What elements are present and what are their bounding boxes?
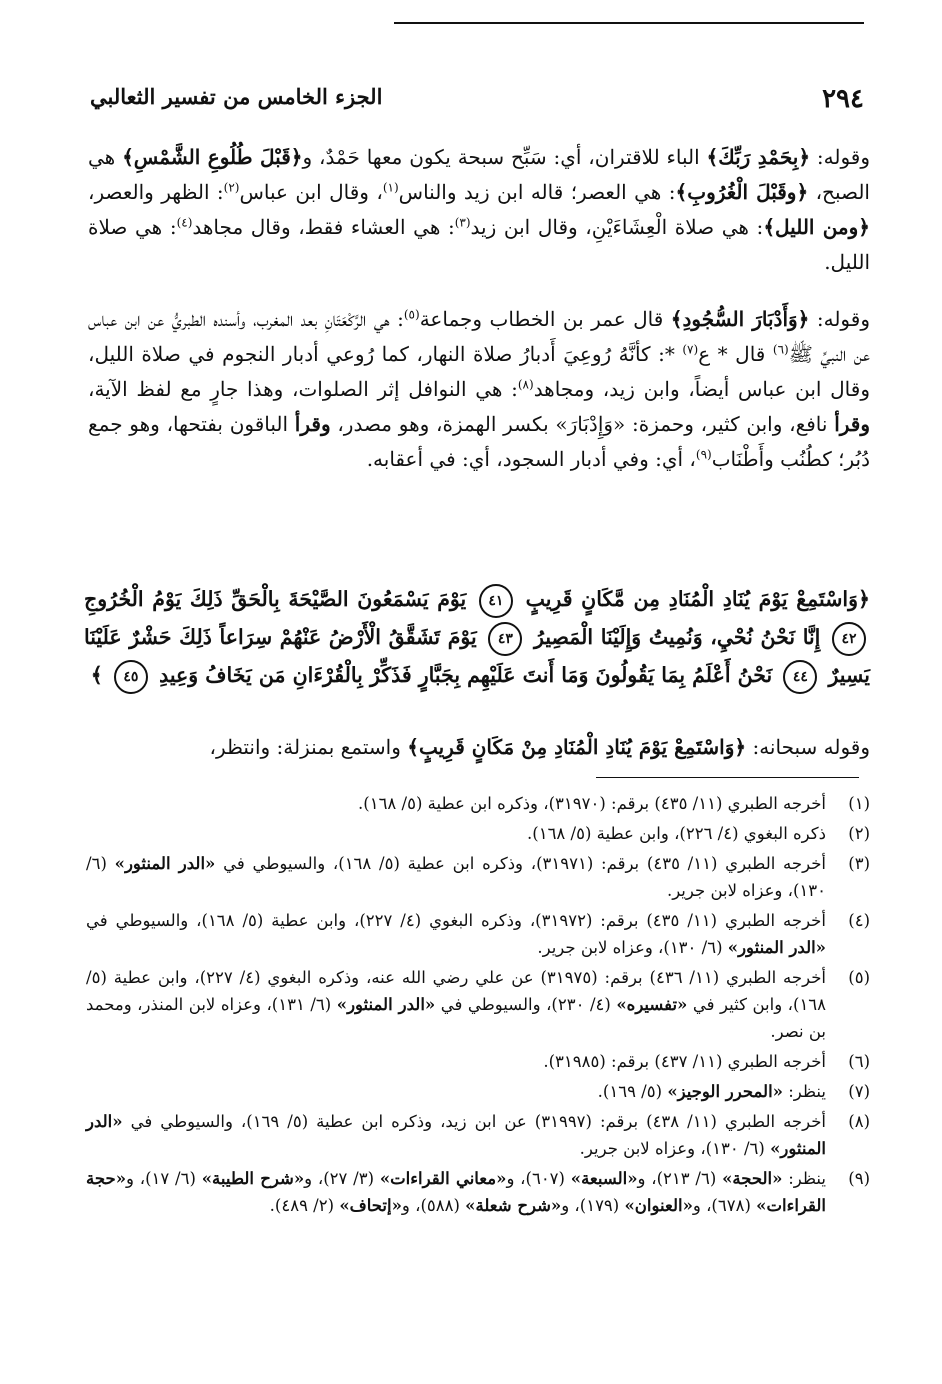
running-title: الجزء الخامس من تفسير الثعالبي xyxy=(90,84,383,109)
footnote xyxy=(86,820,870,847)
footnote-number: (٨) xyxy=(848,1112,870,1131)
text-run: وقوله: xyxy=(809,307,870,331)
commentary-text xyxy=(88,140,870,477)
footnote-number: (٢) xyxy=(848,824,870,843)
footnote-number: (٩) xyxy=(848,1169,870,1188)
bold-term: «حجة القراءات» xyxy=(86,1169,826,1215)
footnote-ref: (٨) xyxy=(517,377,534,392)
text-run: : هي النوافل إثر الصلوات، وهذا جارٍ مع لفظ الآية، xyxy=(88,377,518,401)
bold-term: «المحرر الوجيز» xyxy=(667,1082,783,1101)
bold-term: «السبعة» xyxy=(570,1169,638,1188)
footnote-separator xyxy=(596,777,859,778)
bold-term: «معاني القراءات» xyxy=(379,1169,507,1188)
verse-text: إِنَّا نَحْنُ نُحْيِ، وَنُمِيتُ وَإِلَيْنَا الْمَصِيرُ xyxy=(534,625,821,649)
text-run: (٥/ ١٦٩). xyxy=(597,1082,668,1101)
footnote-ref: (٥) xyxy=(403,307,420,322)
text-run: وقوله: xyxy=(810,145,870,169)
text-run: (٦٠٧)، و xyxy=(506,1169,571,1188)
footnote-ref: (٩) xyxy=(695,447,712,462)
quran-quote: ﴿وقَبْلَ الْغُرُوبِ﴾ xyxy=(675,180,809,204)
text-run: : هي العشاء فقط، وقال مجاهد xyxy=(192,215,455,239)
quran-quote: ﴿بِحَمْدِ رَبِّكَ﴾ xyxy=(706,145,811,169)
text-run: : الظهر والعصر، xyxy=(88,180,224,204)
footnote-text xyxy=(86,1165,826,1219)
text-run: أخرجه الطبري (١١/ ٤٣٥) برقم: (٣١٩٧١)، وذكره ابن عطية (٥/ ١٦٨)، والسيوطي في xyxy=(215,854,826,873)
paragraph xyxy=(88,302,870,477)
footnote-ref: (٢) xyxy=(223,180,240,195)
verse-text: نَحْنُ أَعْلَمُ بِمَا يَقُولُونَ وَمَا أَنتَ عَلَيْهِم بِجَبَّارٍ فَذَكِّرْ بِالْقُرْءَانِ مَن يَخَافُ وَعِيدِ xyxy=(159,663,773,687)
text-run: أخرجه الطبري (١١/ ٤٣٨) برقم: (٣١٩٩٧) عن ابن زيد، وذكره ابن عطية (٥/ ١٦٩)، والسيوطي في xyxy=(122,1112,827,1131)
footnote-text xyxy=(86,790,826,817)
text-run: ، وقال ابن عباس xyxy=(239,180,383,204)
verse-number-marker: ٤٤ xyxy=(783,660,817,694)
verse-number-marker: ٤١ xyxy=(479,584,513,618)
text-run: : هي صلاة الْعِشَاءَيْنِ، وقال ابن زيد xyxy=(470,215,764,239)
verse-text: يَوْمَ تَشَقَّقُ الْأَرْضُ عَنْهُمْ سِرَاعاً ذَلِكَ حَشْرٌ عَلَيْنَا يَسِيرٌ xyxy=(84,625,870,687)
text-run: أخرجه الطبري (١١/ ٤٣٧) برقم: (٣١٩٨٥). xyxy=(543,1052,826,1071)
footnote-number: (٧) xyxy=(848,1082,870,1101)
verse-number-marker: ٤٣ xyxy=(488,622,522,656)
bold-term: «الدر المنثور» xyxy=(727,938,826,957)
text-run: ذكره البغوي (٤/ ٢٢٦)، وابن عطية (٥/ ١٦٨). xyxy=(527,824,826,843)
verse-number-marker: ٤٥ xyxy=(114,660,148,694)
text-run: : هي العصر؛ قاله ابن زيد والناس xyxy=(398,180,676,204)
verse-commentary-line xyxy=(88,730,870,764)
bold-term: وقرأ xyxy=(834,412,870,436)
quran-verses xyxy=(84,580,870,694)
bold-term: «الدر المنثور» xyxy=(86,1112,826,1158)
footnote-ref: (١) xyxy=(382,180,399,195)
text-run: (١٧٩)، و xyxy=(561,1196,625,1215)
footnote-number: (٣) xyxy=(848,854,870,873)
text-run: *: كأنَّهُ رُوعِيَ أَدبارُ صلاة النهار، كما رُوعي أدبار النجوم في صلاة الليل، وقال ابن عباس أيضاً، وابن زيد، ومجاهد xyxy=(88,342,870,401)
text-run: الباقون بفتحها، وهو جمع دُبُر؛ كطُنُب وأَطْنَاب xyxy=(88,412,870,471)
text-run: أخرجه الطبري (١١/ ٤٣٥) برقم: (٣١٩٧٢)، وذكره البغوي (٤/ ٢٢٧)، وابن عطية (٥/ ١٦٨)، والسيوطي في xyxy=(86,911,826,930)
footnote xyxy=(86,1108,870,1162)
footnote xyxy=(86,850,870,904)
footnote-ref: (٣) xyxy=(454,215,471,230)
text-run: (٦/ ١٧)، و xyxy=(126,1169,202,1188)
verse-text: ﴿وَاسْتَمِعْ يَوْمَ يُنَادِ الْمُنَادِ مِن مَّكَانٍ قَرِيبٍ xyxy=(525,587,871,611)
text-run: ينظر: xyxy=(782,1169,826,1188)
text-run: هي الصبح، xyxy=(88,145,870,204)
bold-term: «تفسيره» xyxy=(616,995,688,1014)
verse-text: يَوْمَ يَسْمَعُونَ الصَّيْحَةَ بِالْحَقِّ ذَلِكَ يَوْمُ الْخُرُوجِ xyxy=(84,587,467,611)
quran-quote: ﴿وَأَدْبَارَ السُّجُودِ﴾ xyxy=(670,307,810,331)
bold-term: «الدر المنثور» xyxy=(336,995,436,1014)
text-run: (٢/ ٤٨٩). xyxy=(269,1196,340,1215)
text-run: الباء للاقتران، أي: سَبِّح سبحة يكون معها حَمْدٌ، و xyxy=(302,145,707,169)
bold-term: «شرح الطيبة» xyxy=(201,1169,305,1188)
text-run: (٦/ ١٣٠)، وعزاه لابن جرير. xyxy=(579,1139,771,1158)
text-run: ، أي: وفي أدبار السجود، أي: في أعقابه. xyxy=(366,447,696,471)
text-run: وقوله سبحانه: xyxy=(746,735,870,759)
text-run: (٤/ ٢٣٠)، والسيوطي في xyxy=(435,995,617,1014)
footnote-ref: (٦) xyxy=(772,342,789,357)
text-run: : هي الرَّكْعَتَانِ بعد المغرب، وأسنده الطبريُّ عن ابن عباس عن النبيِّ ﷺ xyxy=(88,307,870,366)
text-run: (٦/ ٢١٣)، و xyxy=(637,1169,723,1188)
footnote xyxy=(86,964,870,1045)
footnote xyxy=(86,907,870,961)
bold-term: «العنوان» xyxy=(624,1196,693,1215)
text-run: أخرجه الطبري (١١/ ٤٣٦) برقم: (٣١٩٧٥) عن علي رضي الله عنه، وذكره البغوي (٤/ ٢٢٧)، وابن عطية (٥/ ١٦٨)، وابن كثير في xyxy=(86,968,827,1014)
bold-term: وقرأ xyxy=(294,412,331,436)
verse-text: ﴾ xyxy=(90,663,103,687)
text-run: نافع، وابن كثير، وحمزة: «وَإِدْبَارَ» بكسر الهمزة، وهو مصدر، xyxy=(330,412,835,436)
footnote-number: (٦) xyxy=(848,1052,870,1071)
text-run: قال * ع xyxy=(698,342,773,366)
bold-term: «الحجة» xyxy=(722,1169,783,1188)
footnote xyxy=(86,1078,870,1105)
footnote-ref: (٤) xyxy=(176,215,193,230)
text-run: (٥٨٨)، و xyxy=(401,1196,466,1215)
bold-term: «إتحاف» xyxy=(339,1196,402,1215)
footnote-number: (١) xyxy=(848,794,870,813)
text-run: ينظر: xyxy=(782,1082,826,1101)
footnote-text xyxy=(86,820,826,847)
footnote-text xyxy=(86,850,826,904)
footnote xyxy=(86,1165,870,1219)
quran-quote: ﴿ومن الليل﴾ xyxy=(763,215,871,239)
running-header xyxy=(90,82,864,122)
quran-quote: ﴿قَبْلَ طُلُوعِ الشَّمْسِ﴾ xyxy=(122,145,303,169)
footnote-text xyxy=(86,907,826,961)
text-run: : هي صلاة الليل. xyxy=(88,215,870,274)
text-run: واستمع بمنزلة: وانتظر، xyxy=(209,735,408,759)
paragraph xyxy=(88,140,870,280)
footnote-text xyxy=(86,1108,826,1162)
footnotes xyxy=(86,790,870,1222)
text-run: (٣/ ٢٧)، و xyxy=(304,1169,380,1188)
footnote xyxy=(86,1048,870,1075)
footnote-ref: (٧) xyxy=(682,342,699,357)
page-number: ٢٩٤ xyxy=(822,84,864,114)
text-run: (٦٧٨)، و xyxy=(692,1196,757,1215)
bold-term: «شرح شعلة» xyxy=(465,1196,562,1215)
text-run: (٦/ ١٣١)، وعزاه لابن المنذر، ومحمد بن نصر. xyxy=(86,995,826,1041)
text-run: (٦/ ١٣٠)، وعزاه لابن جرير. xyxy=(537,938,728,957)
footnote-number: (٥) xyxy=(848,968,870,987)
bold-term: «الدر المنثور» xyxy=(114,854,216,873)
verse-number-marker: ٤٢ xyxy=(832,622,866,656)
footnote-text xyxy=(86,964,826,1045)
footnote-text xyxy=(86,1078,826,1105)
footnote xyxy=(86,790,870,817)
text-run: قال عمر بن الخطاب وجماعة xyxy=(419,307,671,331)
quran-quote: ﴿وَاسْتَمِعْ يَوْمَ يُنَادِ الْمُنَادِ مِنْ مَكَانٍ قَرِيبٍ﴾ xyxy=(407,735,747,759)
footnote-number: (٤) xyxy=(848,911,870,930)
footnote-text xyxy=(86,1048,826,1075)
header-rule xyxy=(394,22,864,24)
text-run: (٦/ ١٣٠)، وعزاه لابن جرير. xyxy=(86,854,826,900)
text-run: أخرجه الطبري (١١/ ٤٣٥) برقم: (٣١٩٧٠)، وذكره ابن عطية (٥/ ١٦٨). xyxy=(358,794,826,813)
